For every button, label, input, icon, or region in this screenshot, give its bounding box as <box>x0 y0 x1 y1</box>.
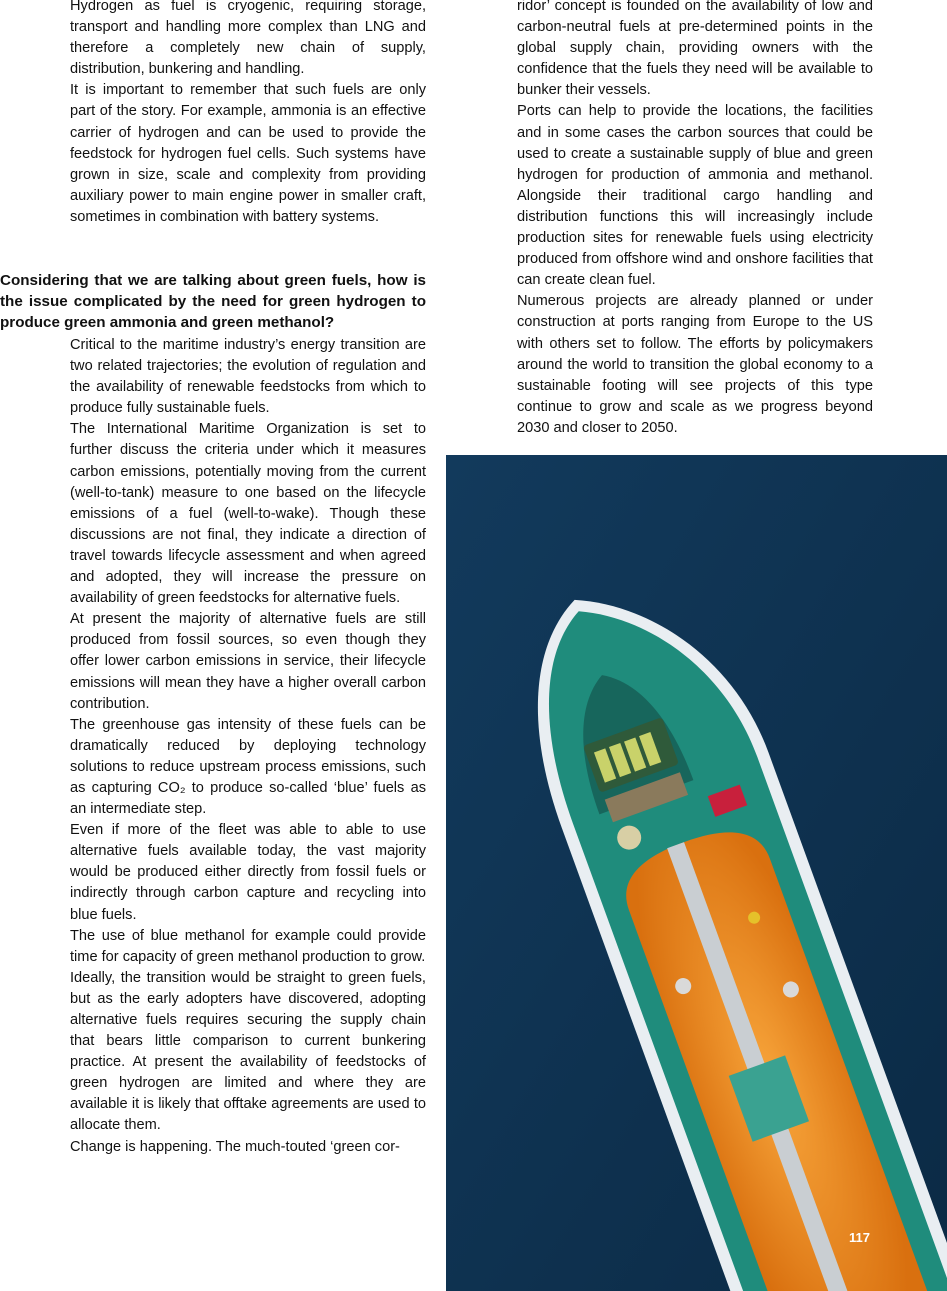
page-number: 117 <box>849 1230 870 1245</box>
ship-aerial-photo <box>446 455 947 1291</box>
paragraph: It is important to remember that such fuels are only part of the story. For example, ammonia is an effective carrier of hydrogen and can be used to provide the feedstock for hydrogen fuel cells. Such systems have grown in size, scale and complexity from providing auxiliary power to main engine power in smaller craft, sometimes in combination with battery systems. <box>70 82 426 225</box>
paragraph: Change is happening. The much-touted ‘green cor- <box>70 1138 400 1155</box>
paragraph: ridor’ concept is founded on the availability of low and carbon-neutral fuels at pre-determined points in the global supply chain, providing owners with the confidence that the fuels they need will be available to bunker their vessels. <box>517 0 873 99</box>
paragraph: The use of blue methanol for example could provide time for capacity of green methanol production to grow. <box>70 927 426 965</box>
paragraph: Even if more of the fleet was able to able to use alternative fuels available today, the vast majority would be produced either directly from fossil fuels or indirectly through carbon capture and recycling into blue fuels. <box>70 822 426 923</box>
right-column-text <box>517 0 873 439</box>
interview-question: Considering that we are talking about green fuels, how is the issue complicated by the need for green hydrogen to produce green ammonia and green methanol? <box>0 272 426 332</box>
paragraph: Numerous projects are already planned or under construction at ports ranging from Europe to the US with others set to follow. The efforts by policymakers around the world to transition the global economy to a sustainable footing will see projects of this type continue to grow and scale as we progress beyond 2030 and closer to 2050. <box>517 293 873 436</box>
paragraph: Ideally, the transition would be straight to green fuels, but as the early adopters have discovered, adopting alternative fuels requires securing the supply chain that bears little comparison to current bunkering practice. At present the availability of feedstocks of green hydrogen are limited and where they are available it is likely that offtake agreements are used to allocate them. <box>70 969 426 1134</box>
paragraph: The greenhouse gas intensity of these fuels can be dramatically reduced by deploying technology solutions to reduce upstream process emissions, such as capturing CO₂ to produce so-called ‘blue’ fuels as an intermediate step. <box>70 716 426 818</box>
paragraph: The International Maritime Organization is set to further discuss the criteria under which it measures carbon emissions, potentially moving from the current (well-to-tank) measure to one based on the lifecycle emissions of a fuel (well-to-wake). Though these discussions are not final, they indicate a direction of travel towards lifecycle assessment and when agreed and adopted, they will increase the pressure on availability of green feedstocks for alternative fuels. <box>70 421 426 607</box>
paragraph: Ports can help to provide the locations, the facilities and in some cases the carbon sources that could be used to create a sustainable supply of blue and green hydrogen for production of ammonia and methanol. Alongside their traditional cargo handling and distribution functions this will increasingly include production sites for renewable fuels using electricity produced from offshore wind and onshore facilities that can create clean fuel. <box>517 103 873 289</box>
left-column-top-text <box>70 0 426 228</box>
left-column-answer-text <box>70 335 426 1158</box>
paragraph: At present the majority of alternative fuels are still produced from fossil sources, so even though they offer lower carbon emissions in service, their lifecycle emissions will mean they have a higher overall carbon contribution. <box>70 611 426 712</box>
paragraph: Hydrogen as fuel is cryogenic, requiring storage, transport and handling more complex than LNG and therefore a completely new chain of supply, distribution, bunkering and handling. <box>70 0 426 78</box>
paragraph: Critical to the maritime industry’s energy transition are two related trajectories; the evolution of regulation and the availability of renewable feedstocks from which to produce fully sustainable fuels. <box>70 337 426 417</box>
